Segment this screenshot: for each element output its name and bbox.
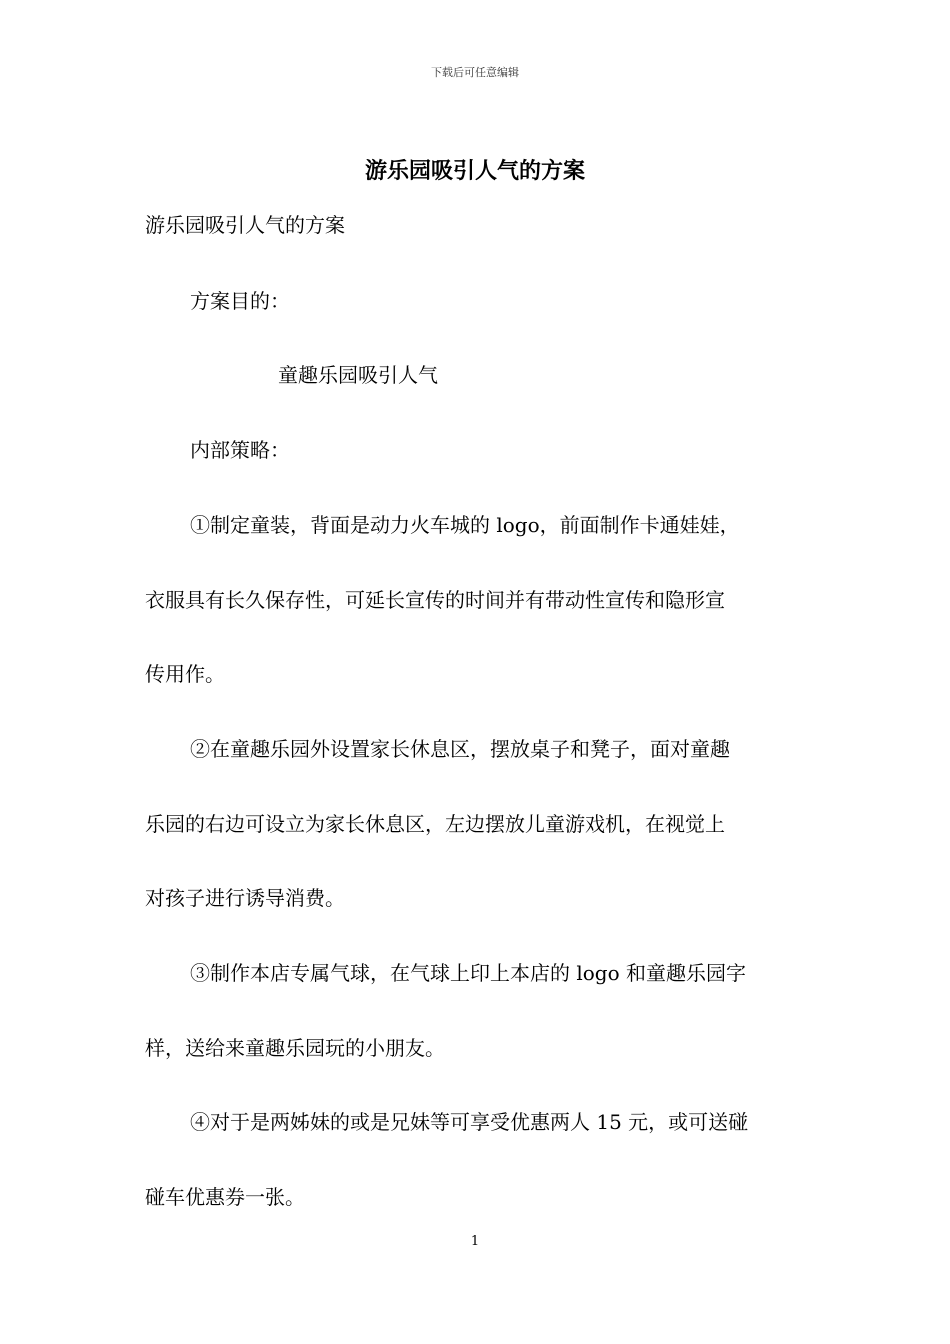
item-2-line-1: ②在童趣乐园外设置家长休息区，摆放桌子和凳子，面对童趣 xyxy=(190,737,730,761)
item-2-line-3: 对孩子进行诱导消费。 xyxy=(145,886,345,910)
item-3-line-2: 样，送给来童趣乐园玩的小朋友。 xyxy=(145,1036,445,1060)
item-3-line-1: ③制作本店专属气球，在气球上印上本店的 logo 和童趣乐园字 xyxy=(190,961,746,985)
strategy-label: 内部策略： xyxy=(190,438,290,462)
document-title: 游乐园吸引人气的方案 xyxy=(364,158,585,184)
item-4-line-2: 碰车优惠券一张。 xyxy=(145,1185,305,1209)
item-1-line-3: 传用作。 xyxy=(145,662,225,686)
item-2-line-2: 乐园的右边可设立为家长休息区，左边摆放儿童游戏机，在视觉上 xyxy=(145,812,725,836)
item-1-line-1: ①制定童装，背面是动力火车城的 logo，前面制作卡通娃娃， xyxy=(190,513,740,537)
purpose-label: 方案目的： xyxy=(190,289,290,313)
page-number: 1 xyxy=(470,1234,480,1249)
item-1-line-2: 衣服具有长久保存性，可延长宣传的时间并有带动性宣传和隐形宣 xyxy=(145,588,725,612)
item-4-line-1: ④对于是两姊妹的或是兄妹等可享受优惠两人 15 元，或可送碰 xyxy=(190,1110,749,1134)
purpose-value: 童趣乐园吸引人气 xyxy=(278,363,438,387)
subtitle-line: 游乐园吸引人气的方案 xyxy=(145,213,345,237)
header-note: 下载后可任意编辑 xyxy=(431,66,519,79)
